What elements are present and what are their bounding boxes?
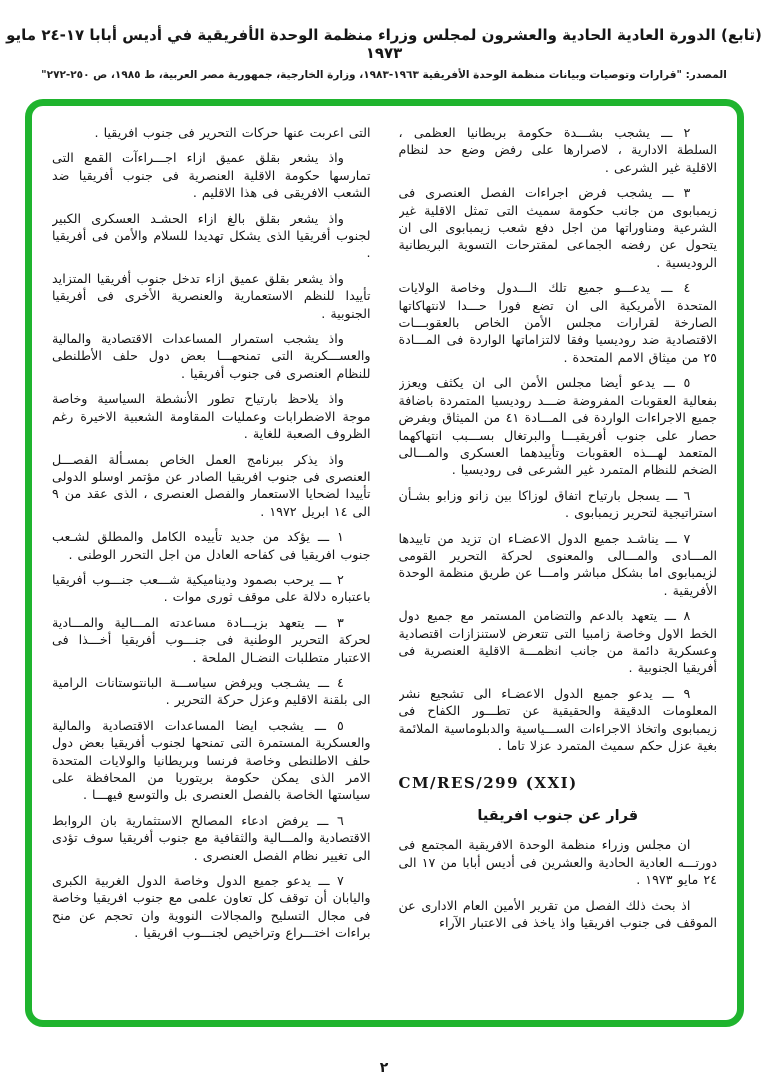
resolution-title: قرار عن جنوب افريقيا	[477, 808, 639, 825]
body-paragraph: ١ ـــ يؤكد من جديد تأييده الكامل والمطلق لشـعب جنوب افريقيا فى كفاحه العادل من اجل التحرر الوطنى .	[52, 529, 371, 562]
body-paragraph: واذ يشجب استمرار المساعدات الاقتصادية والمالية والعســـكرية التى تمنحهـــا بعض دول حلف الأطلنطى للنظام العنصرى فى جنوب أفريقيا .	[52, 331, 371, 381]
column-left	[52, 116, 371, 1012]
two-column-body	[52, 116, 717, 1012]
page-number: ٢	[379, 1060, 389, 1076]
body-paragraph: ٧ ـــ يناشـد جميع الدول الاعضـاء ان تزيد من تاييدها المـــادى والمـــالى والمعنوى لحركة التحرير القومى لزيمبابوى اما بشكل مباشر وامـــا عن طريق منظمة الوحدة الأفريقية .	[398, 530, 717, 598]
body-paragraph: واذ يذكر ببرنامج العمل الخاص بمسـألة الفصـــل العنصرى فى جنوب افريقيا الصادر عن مؤتمر اوسلو الدولى تأييدا لضحايا الاستعمار والفصل العنصرى ، الذى عقد من ٩ الى ١٤ ابريل ١٩٧٢ .	[52, 451, 371, 519]
body-paragraph: اذ بحث ذلك الفصل من تقرير الأمين العام الادارى عن الموقف فى جنوب افريقيا واذ ياخذ فى الاعتبار الآراء	[398, 897, 717, 931]
header-source: المصدر: "قرارات وتوصيات وبيانات منظمة الوحدة الأفريقية ١٩٦٣-١٩٨٣، وزارة الخارجية، جمهورية مصر العربية، ط ١٩٨٥، ص ٢٥٠-٢٧٢"	[41, 69, 727, 81]
resolution-code: CM/RES/299 (XXI)	[398, 774, 578, 793]
body-paragraph: واذ يشعر بقلق بالغ ازاء الحشـد العسكرى الكبير لجنوب أفريقيا الذى يشكل تهديدا للسلام والأمن فى أفريقيا .	[52, 210, 371, 261]
body-paragraph: التى اعربت عنها حركات التحرير فى جنوب افريقيا .	[94, 125, 371, 140]
body-paragraph: ٦ ـــ يرفض ادعاء المصالح الاستثمارية بان الروابط الاقتصادية والمـــالية والثقافية مع جنوب أفريقيا سوف تؤدى الى تغيير نظام الفصل العنصرى .	[52, 812, 371, 863]
body-paragraph: ٧ ـــ يدعو جميع الدول وخاصة الدول الغربية الكبرى واليابان أن توقف كل تعاون علمى مع جنوب افريقيا وخاصة فى مجال التسليح والمجالات النووية وان تحجم عن منح براءات اختـــراع وتراخيص لجنـــوب افريقيا .	[52, 873, 371, 941]
body-paragraph: واذ يلاحظ بارتياح تطور الأنشطة السياسية وخاصة موجة الاضطرابات وعمليات المقاومة الشعبية الاخيرة رغم الظروف الصعبة للغاية .	[52, 391, 371, 442]
body-paragraph: ٤ ـــ يدعـــو جميع تلك الـــدول وخاصة الولايات المتحدة الأمريكية الى ان تضع فورا حـــدا لانتهاكاتها الصارخة لقرارات مجلس الأمن الخاص بالعقوبـــات الاقتصادية ضد روديسيا وفقا لالتزاماتها الواردة فى المـــادة ٢٥ من ميثاق الامم المتحدة .	[398, 280, 717, 365]
body-paragraph: ٣ ـــ يشجب فرض اجراءات الفصل العنصرى فى زيمبابوى من جانب حكومة سميث التى تمثل الاقلية غير الشرعية ومناوراتها من اجل دفع شعب زيمبابوى الى ان يتحول عن رفضه الجماعى لمقترحات التسوية البريطانية الروديسية .	[398, 185, 717, 270]
body-paragraph: ٦ ـــ يسجل بارتياح اتفاق لوزاكا بين زانو وزابو بشـأن استراتيجية لتحرير زيمبابوى .	[398, 487, 717, 521]
header-title: (تابع) الدورة العادية الحادية والعشرون لمجلس وزراء منظمة الوحدة الأفريقية في أديس أبابا ١٧-٢٤ مايو ١٩٧٣	[6, 26, 762, 62]
body-paragraph: واذ يشعر بقلق عميق ازاء اجـــراءآت القمع التى تمارسها حكومة الاقلية العنصرية فى جنوب أفريقيا ضد الشعب الافريقى فى هذا الاقليم .	[52, 150, 371, 201]
body-paragraph: واذ يشعر بقلق عميق ازاء تدخل جنوب أفريقيا المتزايد تأييدا للنظم الاستعمارية والعنصرية الأخرى فى أفريقيا الجنوبية .	[52, 270, 371, 321]
body-paragraph: ٩ ـــ يدعو جميع الدول الاعضـاء الى تشجيع نشر المعلومات الدقيقة والحقيقية عن تطـــور الكفاح فى زيمبابوى واتخاذ الاجراءات الســـياسية والدبلوماسية الملائمة بغية عزل حكم سميث المتمرد عزلا تاما .	[398, 685, 717, 753]
body-paragraph: ٢ ـــ يشجب بشـــدة حكومة بريطانيا العظمى ، السلطة الادارية ، لاصرارها على رفض وضع حد لنظام الاقلية غير الشرعى .	[398, 125, 717, 175]
body-paragraph: ٥ ـــ يدعو أيضا مجلس الأمن الى ان يكثف ويعزز بفعالية العقوبات المفروضة ضـــد روديسيا المتمردة باضافة جميع الاجراءات الواردة فى المـــادة ٤١ من الميثاق وبفرض حصار على جنوب أفريقيـــا والبرتغال بســـبب انتهاكهما المتعمد لهـــذه العقوبات وتأييدهما العسكرى والمـــالى الضخم للنظام المتمرد غير الشرعى فى روديسيا .	[398, 375, 717, 478]
body-paragraph: ٥ ـــ يشجب ايضا المساعدات الاقتصادية والمالية والعسكرية المستمرة التى تمنحها لجنوب أفريقيا بعض دول حلف الاطلنطى وخاصة فرنسا وبريطانيا والولايات المتحدة الامر الذى يمكن حكومة بريتوريا من المحافظة على سياستها الخاصة بالفصل العنصرى بل والتوسع فيهـــا .	[52, 717, 371, 803]
body-paragraph: ٢ ـــ يرحب بصمود وديناميكية شـــعب جنـــوب أفريقيا باعتباره دلالة على موقف ثورى موات .	[52, 571, 371, 605]
green-border-frame	[25, 99, 744, 1027]
body-paragraph: ان مجلس وزراء منظمة الوحدة الافريقية المجتمع فى دورتـــه العادية الحادية والعشرين فى أديس أبابا من ١٧ الى ٢٤ مايو ١٩٧٣ .	[398, 837, 717, 888]
body-paragraph: ٣ ـــ يتعهد بزيـــادة مساعدته المـــالية والمـــادية لحركة التحرير الوطنية فى جنـــوب أفريقيا أخـــذا فى الاعتبار متطلبات النضـال الملحة .	[52, 614, 371, 665]
session-header	[0, 0, 768, 81]
body-paragraph: ٨ ـــ يتعهد بالدعم والتضامن المستمر مع جميع دول الخط الاول وخاصة زامبيا التى تتعرض لاستنزازات اقتصادية وعسكرية دائمة من جانب انظمـــة الاقلية العنصرية فى أفريقيا الجنوبية .	[398, 608, 717, 676]
column-right	[399, 116, 718, 1012]
body-paragraph: ٤ ـــ يشـجب ويرفض سياســـة البانتوستانات الرامية الى بلقنة الاقليم وعزل حركة التحرير .	[52, 674, 371, 708]
